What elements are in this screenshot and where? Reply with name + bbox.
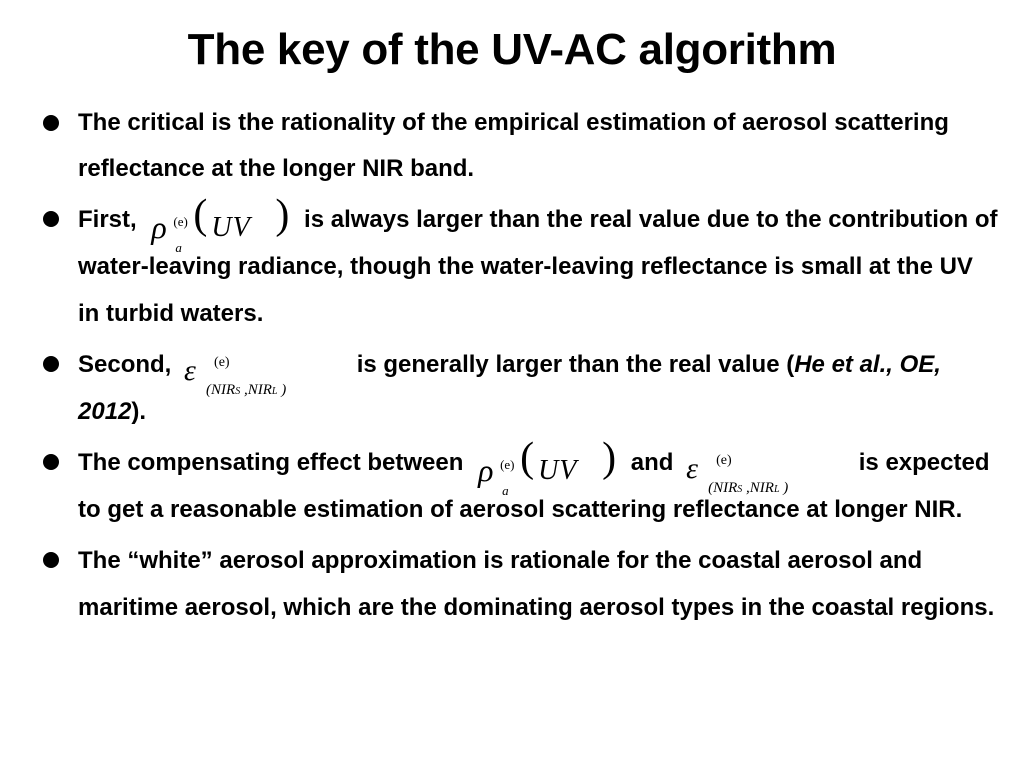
- rho-paren-close: ): [275, 191, 290, 238]
- bullet-item-5: [40, 537, 1000, 631]
- bullet-item-1: [40, 100, 1000, 192]
- rho-subscript: a: [502, 482, 509, 498]
- rho-formula: [476, 434, 618, 498]
- bullet-dot-icon: [43, 552, 59, 568]
- bullet-text: is expected to get a reasonable estimation of aerosol scattering reflectance at longer NIR.: [78, 449, 990, 523]
- bullet-end: ).: [131, 398, 147, 425]
- bullet-item-4: [40, 434, 1000, 533]
- bullet-lead: First,: [78, 206, 137, 233]
- bullet-lead: The compensating effect between: [78, 449, 464, 476]
- epsilon-subscript: (NIRS ,NIRL ): [206, 381, 287, 398]
- bullet-item-2: [40, 191, 1000, 337]
- rho-argument: UV: [211, 211, 251, 243]
- rho-paren-close: ): [602, 434, 617, 481]
- citation: He et al., OE, 2012: [78, 351, 941, 425]
- bullet-text: is generally larger than the real value (: [356, 351, 795, 378]
- rho-formula: [149, 191, 291, 255]
- bullet-lead: Second,: [78, 351, 172, 378]
- rho-argument: UV: [538, 454, 578, 486]
- epsilon-superscript: (e): [716, 452, 732, 468]
- rho-superscript: (e): [173, 213, 188, 229]
- bullet-text: is always larger than the real value due to the contribution of water-leaving radiance, though the water-leaving reflectance is small at the UV in turbid waters.: [78, 206, 998, 327]
- bullet-list: [40, 100, 1000, 635]
- bullet-dot-icon: [43, 115, 59, 131]
- bullet-item-3: [40, 341, 1000, 435]
- bullet-dot-icon: [43, 211, 59, 227]
- rho-symbol: ρ: [478, 451, 494, 488]
- bullet-text: The “white” aerosol approximation is rationale for the coastal aerosol and maritime aerosol, which are the dominating aerosol types in the coastal regions.: [78, 547, 995, 621]
- bullet-dot-icon: [43, 356, 59, 372]
- epsilon-superscript: (e): [214, 354, 230, 370]
- epsilon-formula: [184, 343, 344, 398]
- rho-paren-open: (: [520, 434, 535, 481]
- epsilon-symbol: ε: [686, 451, 698, 485]
- epsilon-symbol: ε: [184, 353, 196, 387]
- bullet-text: The critical is the rationality of the empirical estimation of aerosol scattering reflectance at the longer NIR band.: [78, 109, 949, 182]
- rho-symbol: ρ: [151, 208, 167, 245]
- epsilon-formula: [686, 441, 846, 496]
- rho-superscript: (e): [500, 456, 515, 472]
- rho-paren-open: (: [193, 191, 208, 238]
- epsilon-subscript: (NIRS ,NIRL ): [708, 479, 789, 496]
- rho-subscript: a: [175, 239, 182, 255]
- slide-title: The key of the UV-AC algorithm: [187, 25, 837, 74]
- bullet-dot-icon: [43, 454, 59, 470]
- bullet-and: and: [630, 449, 674, 476]
